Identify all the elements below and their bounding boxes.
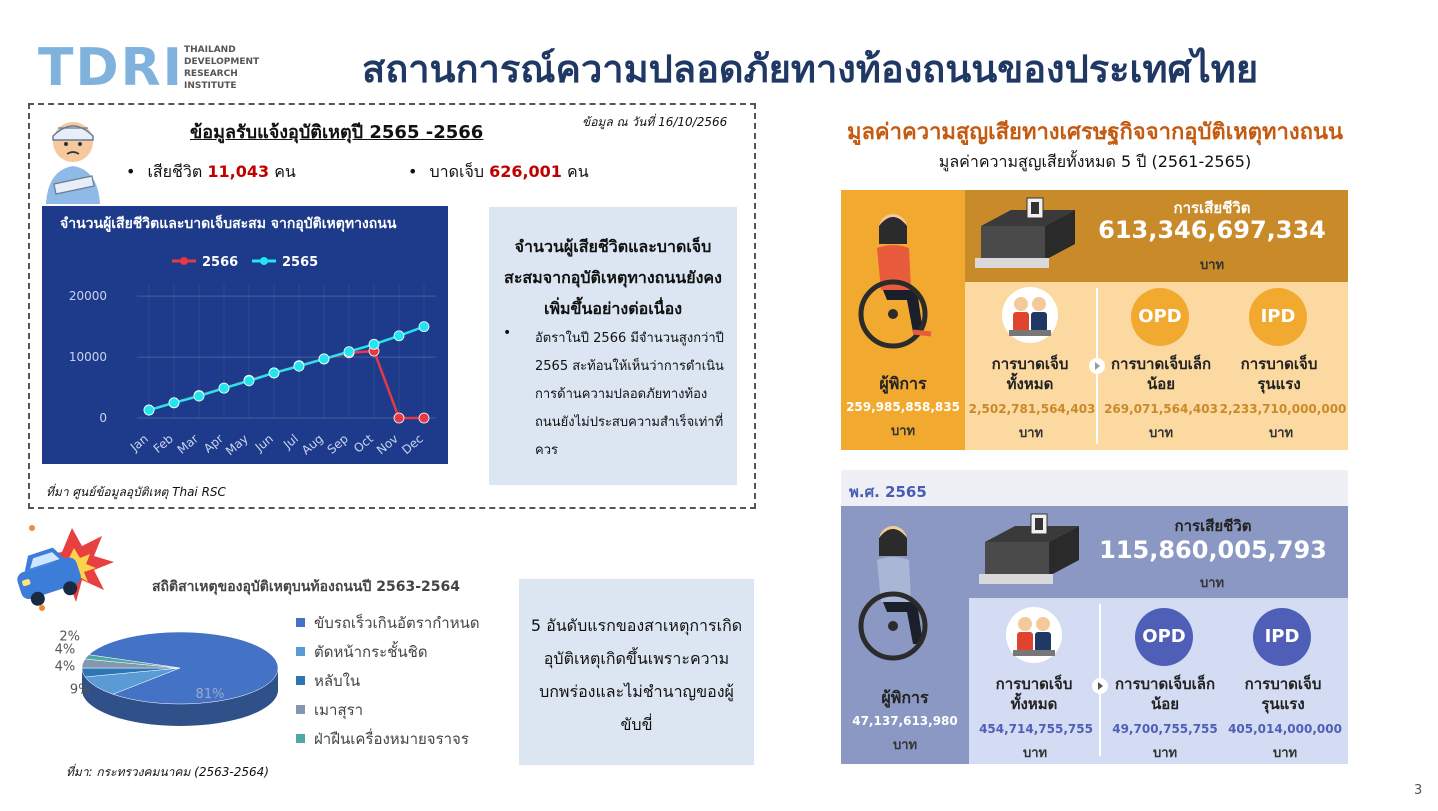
series-line-2565 bbox=[149, 327, 424, 410]
injured-person-icon bbox=[42, 114, 104, 204]
y-tick-label: 20000 bbox=[68, 289, 107, 304]
wheelchair-icon bbox=[847, 204, 959, 354]
injury-icon bbox=[1005, 606, 1063, 664]
data-point bbox=[319, 354, 329, 364]
pie-legend bbox=[292, 611, 480, 756]
data-point bbox=[419, 413, 429, 423]
disabled-label: ผู้พิการ bbox=[881, 688, 929, 707]
pie-value-label: 81% bbox=[195, 687, 225, 702]
data-point bbox=[219, 383, 229, 393]
legend-item: เมาสุรา bbox=[292, 698, 480, 727]
disabled-value: 259,985,858,835 bbox=[846, 400, 960, 414]
pie-source: ที่มา: กระทรวงคมนาคม (2563-2564) bbox=[66, 765, 269, 779]
ipd-label: การบาดเจ็บรุนแรง bbox=[1240, 355, 1318, 393]
x-tick-label: Jul bbox=[280, 431, 301, 452]
death-value: 115,860,005,793 bbox=[1099, 536, 1327, 564]
disabled-value: 47,137,613,980 bbox=[852, 714, 958, 728]
death-label: การเสียชีวิต bbox=[1174, 517, 1252, 535]
pie-value-label: 4% bbox=[54, 659, 76, 675]
logo-subtext: THAILAND DEVELOPMENT RESEARCH INSTITUTE bbox=[184, 45, 260, 91]
data-point bbox=[169, 398, 179, 408]
deaths-value: 11,043 bbox=[207, 162, 270, 181]
death-value: 613,346,697,334 bbox=[1098, 216, 1326, 244]
line-chart-svg bbox=[42, 206, 448, 464]
cause-summary-box bbox=[519, 579, 754, 765]
wheelchair-icon bbox=[847, 516, 959, 666]
disabled-label: ผู้พิการ bbox=[879, 374, 927, 393]
pie-value-label: 9% bbox=[69, 682, 91, 698]
chart-title: จำนวนผู้เสียชีวิตและบาดเจ็บสะสม จากอุบัติเหตุทางถนน bbox=[60, 216, 397, 232]
cause-summary-text: 5 อันดับแรกของสาเหตุการเกิดอุบัติเหตุเกิดขึ้นเพราะความบกพร่องและไม่ชำนาญของผู้ขับขี่ bbox=[530, 616, 743, 734]
x-tick-label: Oct bbox=[351, 431, 376, 456]
data-point bbox=[394, 413, 404, 423]
report-date-note: ข้อมูล ณ วันที่ 16/10/2566 bbox=[582, 115, 728, 129]
deaths-stat: • เสียชีวิต 11,043 คน bbox=[126, 162, 296, 181]
x-tick-label: Jan bbox=[127, 431, 151, 455]
coffin-icon bbox=[971, 196, 1081, 276]
opd-badge: OPD bbox=[1131, 288, 1189, 346]
data-point bbox=[269, 368, 279, 378]
x-tick-label: Dec bbox=[399, 431, 426, 458]
page-number: 3 bbox=[1414, 783, 1423, 798]
injured-stat: • บาดเจ็บ 626,001 คน bbox=[408, 162, 589, 181]
ipd-badge: IPD bbox=[1253, 608, 1311, 666]
injury-icon bbox=[1001, 286, 1059, 344]
report-title: ข้อมูลรับแจ้งอุบัติเหตุปี 2565 -2566 bbox=[190, 122, 484, 143]
page-title: สถานการณ์ความปลอดภัยทางท้องถนนของประเทศไทย bbox=[362, 47, 1259, 91]
arrow-icon bbox=[1092, 678, 1108, 694]
legend-item: ขับรถเร็วเกินอัตรากำหนด bbox=[292, 611, 480, 640]
y-tick-label: 0 bbox=[99, 411, 107, 425]
ipd-value: 2,233,710,000,000 bbox=[1219, 402, 1347, 416]
opd-value: 49,700,755,755 bbox=[1112, 722, 1218, 736]
chart-source: ที่มา ศูนย์ข้อมูลอุบัติเหตุ Thai RSC bbox=[46, 485, 226, 499]
trend-info-box: จำนวนผู้เสียชีวิตและบาดเจ็บสะสมจากอุบัติเหตุทางถนนยังคงเพิ่มขึ้นอย่างต่อเนื่อง • อัตราในปี 2566 มีจำนวนสูงกว่าปี 2565 สะท้อนให้เห็นว่าการดำเนินการด้านความปลอดภัยทางท้องถนนยังไม่ประสบความสำเร็จเท่าที่ควร bbox=[489, 207, 737, 485]
death-label: การเสียชีวิต bbox=[1173, 199, 1251, 217]
legend-label: 2565 bbox=[282, 255, 319, 270]
year-band bbox=[841, 470, 1348, 506]
economic-loss-title: มูลค่าความสูญเสียทางเศรษฐกิจจากอุบัติเหตุทางถนน bbox=[846, 120, 1344, 145]
x-tick-label: Feb bbox=[150, 431, 176, 456]
x-tick-label: Aug bbox=[298, 431, 326, 458]
coffin-icon bbox=[975, 512, 1085, 592]
x-tick-label: Jun bbox=[252, 431, 276, 455]
injured-value: 626,001 bbox=[489, 162, 562, 181]
opd-label: การบาดเจ็บเล็กน้อย bbox=[1110, 355, 1212, 393]
economic-loss-subtitle: มูลค่าความสูญเสียทั้งหมด 5 ปี (2561-2565) bbox=[938, 152, 1252, 171]
data-point bbox=[344, 347, 354, 357]
data-point bbox=[394, 331, 404, 341]
injury-all-label: การบาดเจ็บทั้งหมด bbox=[991, 355, 1069, 393]
data-point bbox=[194, 391, 204, 401]
y-tick-label: 10000 bbox=[68, 350, 107, 365]
legend-marker bbox=[180, 257, 188, 265]
pie-chart bbox=[30, 600, 292, 770]
data-point bbox=[419, 322, 429, 332]
ipd-value: 405,014,000,000 bbox=[1228, 722, 1342, 736]
trend-bullet-text: อัตราในปี 2566 มีจำนวนสูงกว่าปี 2565 สะท้อนให้เห็นว่าการดำเนินการด้านความปลอดภัยทางท้องถนนยังไม่ประสบความสำเร็จเท่าที่ควร bbox=[535, 331, 724, 458]
trend-heading: จำนวนผู้เสียชีวิตและบาดเจ็บสะสมจากอุบัติเหตุทางถนนยังคงเพิ่มขึ้นอย่างต่อเนื่อง bbox=[504, 237, 722, 318]
total-loss-panel: การเสียชีวิต 613,346,697,334 บาท ผู้พิการ 259,985,858,835 บาท OPD IPD การบาดเจ็บทั้งหมด การบาดเจ็บเล็กน้อย การบาดเจ็บรุนแรง 2,502,781,564,403 269,071,564,403 2,233,710,000,000 บาท บาท บาท bbox=[841, 190, 1348, 450]
x-tick-label: May bbox=[222, 431, 251, 459]
x-tick-label: Apr bbox=[201, 431, 226, 456]
legend-item: ฝ่าฝืนเครื่องหมายจราจร bbox=[292, 727, 480, 756]
x-tick-label: Mar bbox=[174, 431, 201, 457]
series-line-2566 bbox=[149, 351, 424, 418]
x-tick-label: Sep bbox=[324, 431, 351, 457]
opd-badge: OPD bbox=[1135, 608, 1193, 666]
ipd-badge: IPD bbox=[1249, 288, 1307, 346]
line-chart bbox=[42, 206, 448, 464]
opd-value: 269,071,564,403 bbox=[1104, 402, 1218, 416]
arrow-icon bbox=[1089, 358, 1105, 374]
legend-item: ตัดหน้ากระชั้นชิด bbox=[292, 640, 480, 669]
injury-all-label: การบาดเจ็บทั้งหมด bbox=[995, 675, 1073, 713]
data-point bbox=[244, 376, 254, 386]
injury-all-value: 454,714,755,755 bbox=[979, 722, 1093, 736]
x-tick-label: Nov bbox=[373, 431, 401, 458]
pie-value-label: 4% bbox=[54, 642, 76, 658]
logo-text: TDRI bbox=[38, 38, 185, 98]
death-unit: บาท bbox=[1199, 258, 1225, 273]
tdri-logo bbox=[38, 40, 278, 96]
legend-label: 2566 bbox=[202, 255, 239, 270]
opd-label: การบาดเจ็บเล็กน้อย bbox=[1114, 675, 1216, 713]
legend-item: หลับใน bbox=[292, 669, 480, 698]
loss-2565-panel: การเสียชีวิต 115,860,005,793 บาท ผู้พิการ 47,137,613,980 บาท OPD IPD การบาดเจ็บทั้งหมด การบาดเจ็บเล็กน้อย การบาดเจ็บรุนแรง 454,714,755,755 49,700,755,755 405,014,000,000 บาท บาท บาท bbox=[841, 506, 1348, 764]
data-point bbox=[144, 405, 154, 415]
legend-marker bbox=[260, 257, 268, 265]
injury-all-value: 2,502,781,564,403 bbox=[968, 402, 1096, 416]
pie-value-label: 2% bbox=[59, 629, 80, 645]
ipd-label: การบาดเจ็บรุนแรง bbox=[1244, 675, 1322, 713]
data-point bbox=[369, 339, 379, 349]
pie-chart-title: สถิติสาเหตุของอุบัติเหตุบนท้องถนนปี 2563-2564 bbox=[152, 579, 460, 595]
year-label: พ.ศ. 2565 bbox=[849, 483, 927, 501]
data-point bbox=[294, 361, 304, 371]
